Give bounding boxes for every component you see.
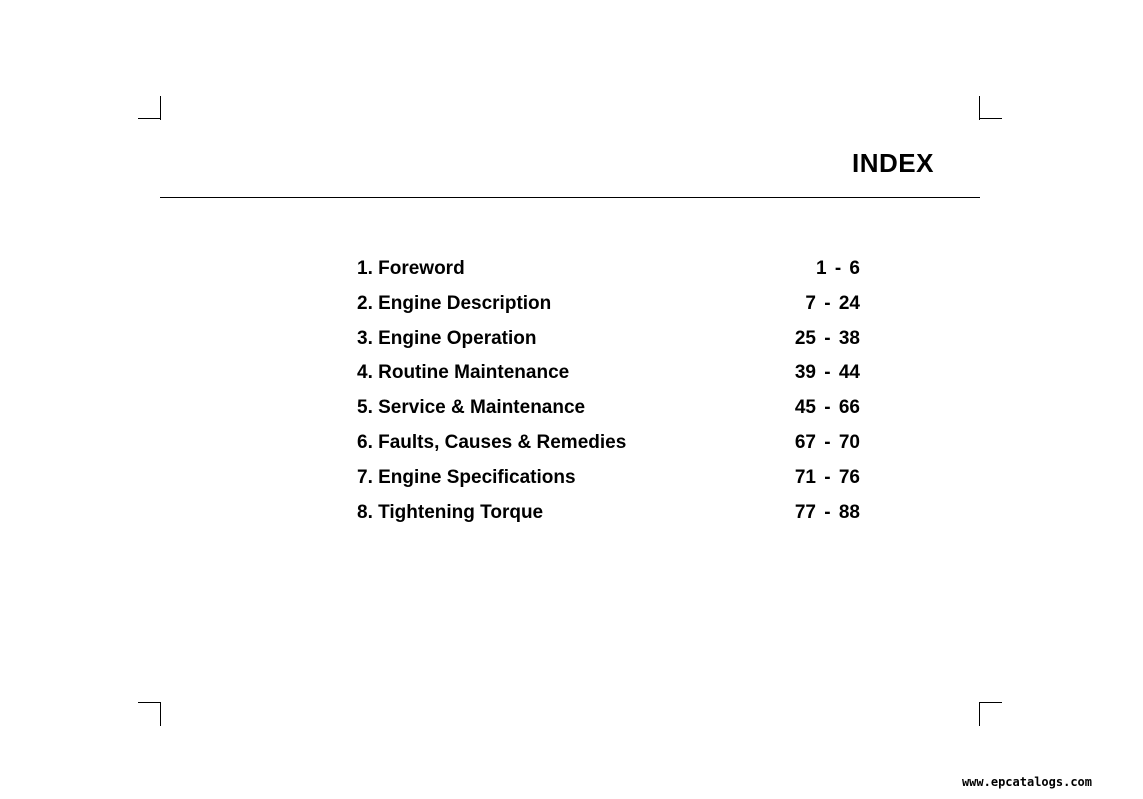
crop-mark-bottom-left-vertical xyxy=(160,702,161,726)
table-of-contents xyxy=(357,255,860,533)
toc-entry-pages: 77 - 88 xyxy=(794,501,860,523)
toc-entry-pages: 45 - 66 xyxy=(794,397,860,419)
toc-entry-engine-specifications xyxy=(357,464,860,499)
toc-entry-title: 8. Tightening Torque xyxy=(357,501,544,523)
toc-entry-title: 2. Engine Description xyxy=(357,292,552,314)
toc-entry-foreword xyxy=(357,255,860,290)
toc-entry-pages: 71 - 76 xyxy=(794,466,860,488)
toc-entry-title: 1. Foreword xyxy=(357,258,465,279)
crop-mark-top-right-horizontal xyxy=(980,118,1002,119)
toc-entry-pages: 7 - 24 xyxy=(805,292,860,314)
toc-entry-title: 4. Routine Maintenance xyxy=(357,362,570,384)
toc-entry-pages: 67 - 70 xyxy=(794,431,860,453)
toc-entry-engine-description xyxy=(357,290,860,325)
toc-entry-service-maintenance xyxy=(357,394,860,429)
page-title: INDEX xyxy=(852,148,934,178)
toc-entry-faults-causes-remedies xyxy=(357,429,860,464)
crop-mark-top-right-vertical xyxy=(979,96,980,120)
watermark-url: www.epcatalogs.com xyxy=(961,775,1092,789)
title-divider xyxy=(160,197,980,198)
crop-mark-top-left-horizontal xyxy=(138,118,160,119)
toc-entry-tightening-torque xyxy=(357,499,860,534)
crop-mark-bottom-left-horizontal xyxy=(138,702,160,703)
crop-mark-bottom-right-horizontal xyxy=(980,702,1002,703)
toc-entry-title: 5. Service & Maintenance xyxy=(357,397,586,419)
toc-entry-title: 7. Engine Specifications xyxy=(357,466,576,488)
toc-entry-pages: 39 - 44 xyxy=(794,362,860,384)
crop-mark-bottom-right-vertical xyxy=(979,702,980,726)
toc-entry-title: 3. Engine Operation xyxy=(357,327,537,349)
crop-mark-top-left-vertical xyxy=(160,96,161,120)
toc-entry-routine-maintenance xyxy=(357,359,860,394)
toc-entry-engine-operation xyxy=(357,325,860,360)
toc-entry-pages: 25 - 38 xyxy=(794,327,860,349)
toc-entry-pages: 1 - 6 xyxy=(815,258,860,279)
toc-entry-title: 6. Faults, Causes & Remedies xyxy=(357,431,627,453)
